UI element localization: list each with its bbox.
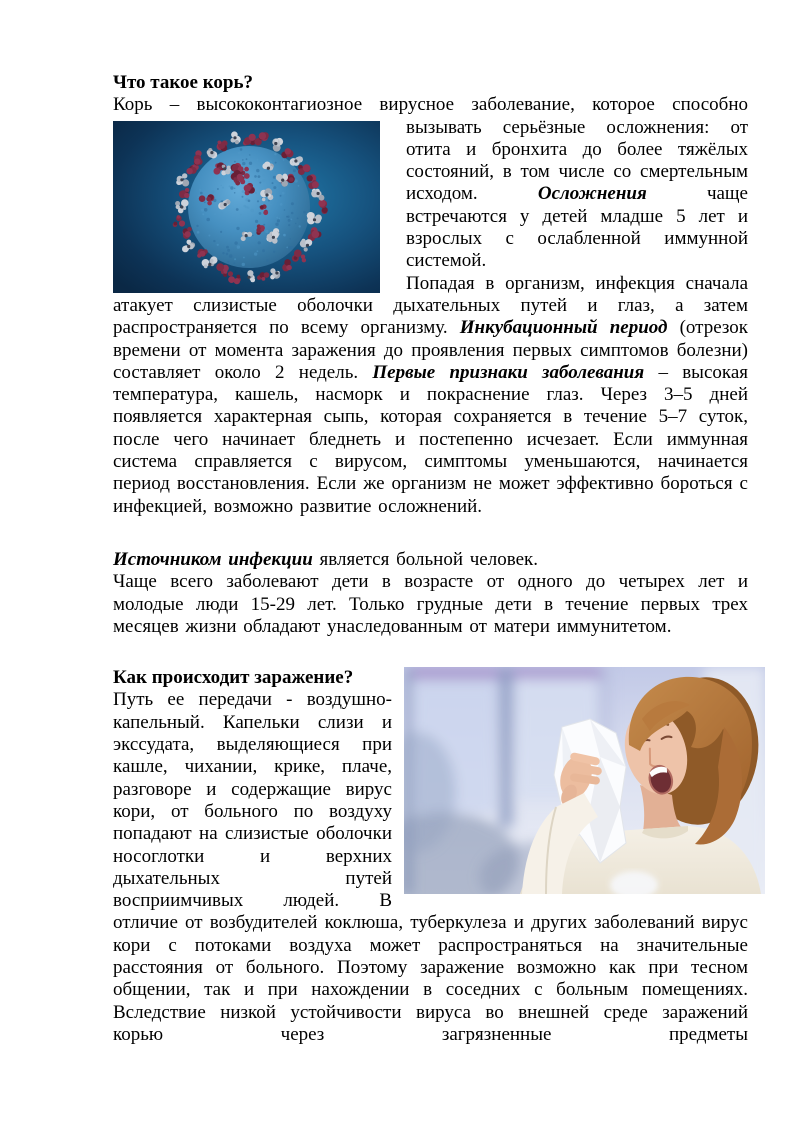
text-run: Чаще всего заболевают дети в возрасте от одного до четырех лет и молодые люди 15-29 лет. Только грудные дети в течение первых трех месяцев жизни обладают унаследованным от матери иммунитетом.	[113, 571, 748, 637]
section1-body	[113, 117, 748, 518]
text-run-emphasis: Источником инфекции	[113, 548, 313, 570]
section3-heading: Как происходит заражение?	[113, 667, 354, 689]
text-run: (отрезок времени от момента заражения до проявления первых симптомов болезни) составляет около 2 недель.	[113, 317, 748, 383]
section3	[113, 667, 748, 1046]
intro-line-text: Корь – высококонтагиозное вирусное заболевание, которое способно	[113, 94, 748, 116]
section1-heading: Что такое корь?	[113, 72, 254, 93]
paragraph-infection-source	[113, 549, 748, 571]
text-run: чаще встречаются у детей младше 5 лет и взрослых с ослабленной иммунной системой.	[406, 183, 748, 272]
section2	[113, 549, 748, 638]
text-run: – высокая температура, кашель, насморк и покраснение глаз. Через 3–5 дней появляется характерная сыпь, которая сохраняется в течение 5–7 суток, после чего начинает бледнеть и постепенно исчезает. Если иммунная система справляется с вирусом, симптомы уменьшаются, начинается период восстановления. Если же организм не может эффективно бороться с инфекцией, возможно развитие осложнений.	[113, 361, 748, 517]
virus-image	[113, 121, 380, 293]
text-run: Путь ее передачи - воздушно-капельный. Капельки слизи и экссудата, выделяющиеся при кашле, чихании, крике, плаче, разговоре и содержащие вирус кори, от больного по воздуху попадают на слизистые оболочки носоглотки и верхних дыхательных путей восприимчивых людей. В отличие от возбудителей коклюша, туберкулеза и других заболеваний вирус кори с потоками воздуха может распространяться на значительные расстояния от больного. Поэтому заражение возможно как при тесном общении, так и при нахождении в соседних с больным помещениях. Вследствие низкой устойчивости вируса во внешней среде заражений корью через загрязненные предметы	[113, 689, 748, 1045]
text-run-emphasis: Первые признаки заболевания	[372, 361, 645, 383]
text-run-emphasis: Инкубационный период	[459, 317, 668, 339]
text-run: является больной человек.	[312, 548, 538, 570]
text-run-emphasis: Осложнения	[537, 183, 647, 205]
sneezing-woman-image	[404, 667, 765, 894]
text-run: Попадая в организм, инфекция сначала атакует слизистые оболочки дыхательных путей и глаз, а затем распространяется по всему организму.	[113, 272, 748, 339]
intro-line	[113, 94, 748, 116]
paragraph-infection-course	[113, 273, 748, 518]
paragraph-who-gets-sick	[113, 571, 748, 638]
text-run: вызывать серьёзные осложнения: от отита и бронхита до более тяжёлых состояний, в том числе со смертельным исходом.	[406, 116, 748, 205]
